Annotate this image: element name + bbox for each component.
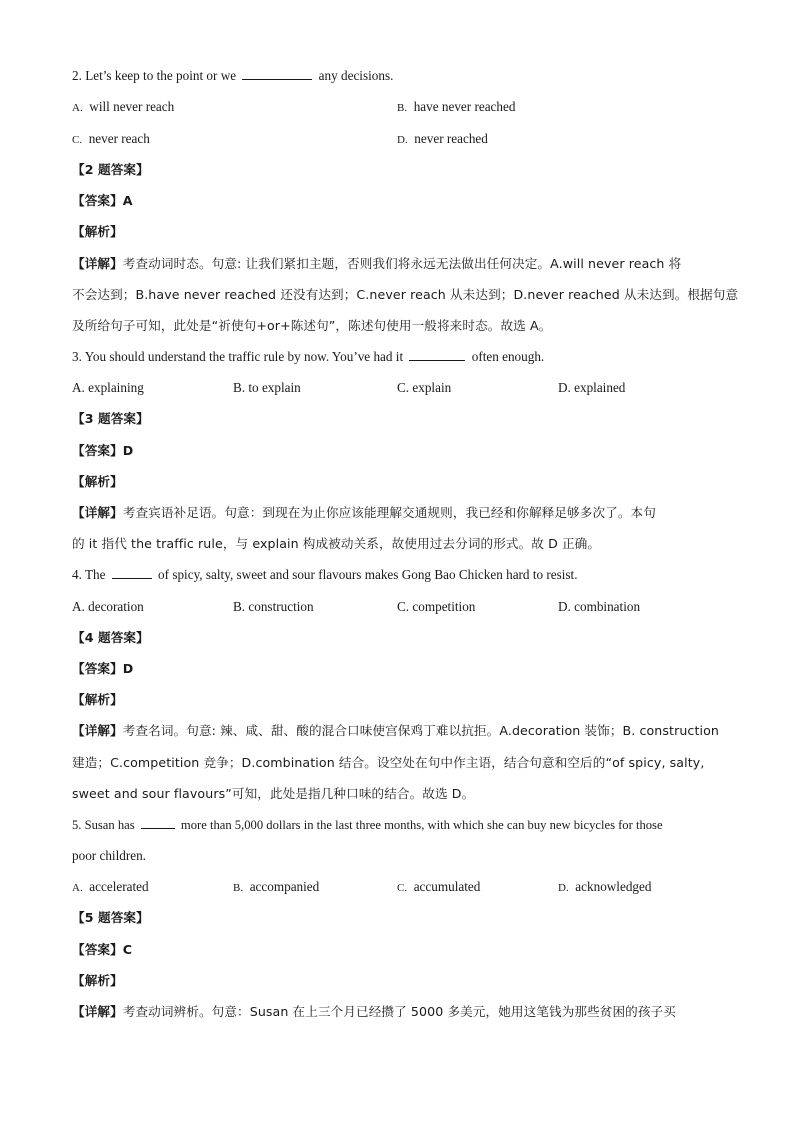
question-5-stem-continued: poor children. [72,848,146,863]
option-letter: B. [233,599,246,614]
option-text: to explain [248,380,301,395]
option-text: explained [574,380,626,395]
question-stem-text: 2. Let’s keep to the point or we [72,68,240,83]
detail-text: 考查动词时态。句意: 让我们紧扣主题，否则我们将永远无法做出任何决定。A.will never reach 将 [122,256,682,271]
answer-label: 【答案】D [72,443,134,458]
option-a [72,97,174,118]
answer-label: 【答案】D [72,661,134,676]
detail-label: 【详解】 [72,723,123,738]
analysis-label: 【解析】 [72,692,123,707]
detail-line: 建造；C.competition 竞争；D.combination 结合。设空处在句中作主语，结合句意和空后的“of spicy, salty, [72,755,705,770]
option-text: will never reach [89,99,175,114]
option-text: have never reached [413,99,516,114]
detail-line [72,503,724,523]
option-c [72,129,150,150]
option-text: decoration [88,599,144,614]
answer-blank [141,815,175,829]
option-letter: B. [233,380,246,395]
analysis-label: 【解析】 [72,224,123,239]
answer-label: 【答案】A [72,193,133,208]
option-letter: D. [558,599,571,614]
answer-line [72,191,724,211]
detail-line [72,721,724,741]
option-a [72,877,149,898]
option-a [72,597,144,617]
question-stem-text: often enough. [468,349,545,364]
option-b [397,97,515,118]
answer-header: 【3 题答案】 [72,411,149,426]
answer-line [72,659,724,679]
option-letter: A. [72,882,83,894]
option-letter: A. [72,380,85,395]
option-letter: C. [72,134,83,146]
option-c [397,877,480,898]
option-text: never reach [88,131,150,146]
option-c [397,378,451,398]
question-stem-text: more than 5,000 dollars in the last three months, with which she can buy new bicycles for those [177,818,663,832]
answer-blank [409,347,465,361]
option-text: combination [574,599,641,614]
option-letter: C. [397,380,410,395]
option-text: never reached [414,131,488,146]
option-b [233,597,314,617]
option-letter: A. [72,599,85,614]
option-text: accelerated [89,879,149,894]
option-text: acknowledged [575,879,652,894]
question-5-stem [72,815,724,835]
option-letter: D. [397,134,408,146]
option-d [558,597,640,617]
answer-line [72,940,724,960]
answer-header: 【2 题答案】 [72,162,149,177]
detail-label: 【详解】 [72,256,123,271]
option-text: construction [248,599,314,614]
question-3-stem [72,347,724,367]
answer-label: 【答案】C [72,942,133,957]
option-letter: D. [558,380,571,395]
option-b [233,877,319,898]
question-2-stem [72,66,724,86]
question-stem-text: 3. You should understand the traffic rule by now. You’ve had it [72,349,407,364]
option-text: explaining [88,380,144,395]
option-letter: D. [558,882,569,894]
analysis-label: 【解析】 [72,973,123,988]
option-letter: A. [72,102,83,114]
detail-label: 【详解】 [72,505,123,520]
option-d [558,877,651,898]
option-b [233,378,301,398]
option-text: accumulated [413,879,481,894]
detail-text: 考查宾语补足语。句意：到现在为止你应该能理解交通规则，我已经和你解释足够多次了。本句 [122,505,656,520]
detail-line: sweet and sour flavours”可知，此处是指几种口味的结合。故选 D。 [72,786,475,801]
option-d [558,378,625,398]
question-stem-text: any decisions. [315,68,394,83]
option-letter: B. [233,882,244,894]
detail-label: 【详解】 [72,1004,123,1019]
option-letter: C. [397,882,408,894]
detail-line [72,1002,724,1022]
question-4-stem [72,565,724,585]
option-letter: B. [397,102,408,114]
option-c [397,597,475,617]
question-stem-text: 4. The [72,567,109,582]
option-text: explain [412,380,452,395]
answer-header: 【4 题答案】 [72,630,149,645]
answer-header: 【5 题答案】 [72,910,149,925]
detail-line: 及所给句子可知，此处是“祈使句+or+陈述句”，陈述句使用一般将来时态。故选 A。 [72,318,552,333]
detail-line: 不会达到；B.have never reached 还没有达到；C.never reach 从未达到；D.never reached 从未达到。根据句意 [72,287,739,302]
detail-text: 考查动词辨析。句意：Susan 在上三个月已经攒了 5000 多美元，她用这笔钱为那些贫困的孩子买 [122,1004,676,1019]
detail-line: 的 it 指代 the traffic rule，与 explain 构成被动关系，故使用过去分词的形式。故 D 正确。 [72,536,601,551]
option-d [397,129,488,150]
analysis-label: 【解析】 [72,474,123,489]
option-letter: C. [397,599,410,614]
question-stem-text: of spicy, salty, sweet and sour flavours makes Gong Bao Chicken hard to resist. [154,567,578,582]
question-stem-text: 5. Susan has [72,818,138,832]
option-a [72,378,144,398]
option-text: competition [412,599,476,614]
answer-blank [242,66,312,80]
answer-blank [112,565,152,579]
detail-line [72,254,724,274]
option-text: accompanied [249,879,320,894]
answer-line [72,441,724,461]
detail-text: 考查名词。句意: 辣、咸、甜、酸的混合口味使宫保鸡丁难以抗拒。A.decoration 装饰；B. construction [122,723,719,738]
